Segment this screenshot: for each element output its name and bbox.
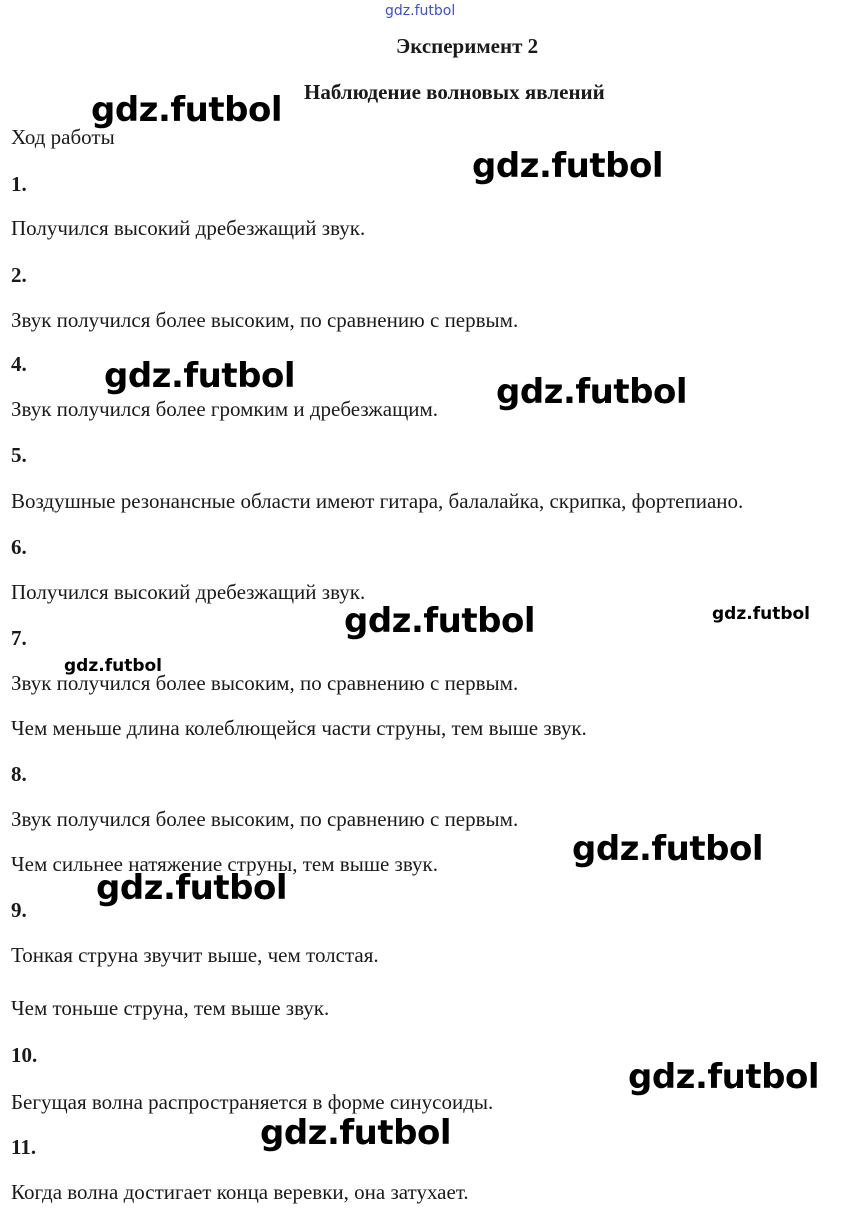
item-text: Получился высокий дребезжащий звук.	[11, 580, 366, 604]
item-number: 10.	[11, 1043, 38, 1067]
item-text: Когда волна достигает конца веревки, она затухает.	[11, 1180, 469, 1204]
item-text: Бегущая волна распространяется в форме синусоиды.	[11, 1090, 494, 1114]
page-title: Эксперимент 2	[396, 34, 539, 58]
watermark: gdz.futbol	[96, 868, 287, 908]
item-text: Получился высокий дребезжащий звук.	[11, 216, 366, 240]
item-text: Тонкая струна звучит выше, чем толстая.	[11, 943, 379, 967]
item-number: 2.	[11, 263, 27, 287]
watermark: gdz.futbol	[472, 146, 663, 186]
watermark: gdz.futbol	[572, 829, 763, 869]
item-text: Чем меньше длина колеблющейся части струны, тем выше звук.	[11, 716, 587, 740]
item-text: Звук получился более высоким, по сравнению с первым.	[11, 807, 519, 831]
item-number: 1.	[11, 172, 27, 196]
item-text: Воздушные резонансные области имеют гитара, балалайка, скрипка, фортепиано.	[11, 489, 744, 513]
item-text: Звук получился более высоким, по сравнению с первым.	[11, 671, 519, 695]
watermark: gdz.futbol	[344, 601, 535, 641]
item-text: Чем тоньше струна, тем выше звук.	[11, 996, 330, 1020]
watermark: gdz.futbol	[91, 90, 282, 130]
top-watermark: gdz.futbol	[385, 3, 456, 19]
item-number: 4.	[11, 352, 27, 376]
item-number: 8.	[11, 762, 27, 786]
watermark: gdz.futbol	[260, 1113, 451, 1153]
watermark: gdz.futbol	[64, 656, 162, 676]
page-subtitle: Наблюдение волновых явлений	[304, 80, 605, 104]
watermark: gdz.futbol	[104, 356, 295, 396]
item-number: 5.	[11, 443, 27, 467]
watermark: gdz.futbol	[712, 604, 810, 624]
item-number: 9.	[11, 898, 27, 922]
item-number: 6.	[11, 535, 27, 559]
item-text: Звук получился более высоким, по сравнению с первым.	[11, 308, 519, 332]
item-text: Звук получился более громким и дребезжащим.	[11, 397, 439, 421]
item-text: Чем сильнее натяжение струны, тем выше звук.	[11, 852, 439, 876]
watermark: gdz.futbol	[496, 372, 687, 412]
watermark: gdz.futbol	[628, 1057, 819, 1097]
item-number: 7.	[11, 626, 27, 650]
item-number: 11.	[11, 1135, 37, 1159]
intro-text: Ход работы	[11, 125, 115, 149]
